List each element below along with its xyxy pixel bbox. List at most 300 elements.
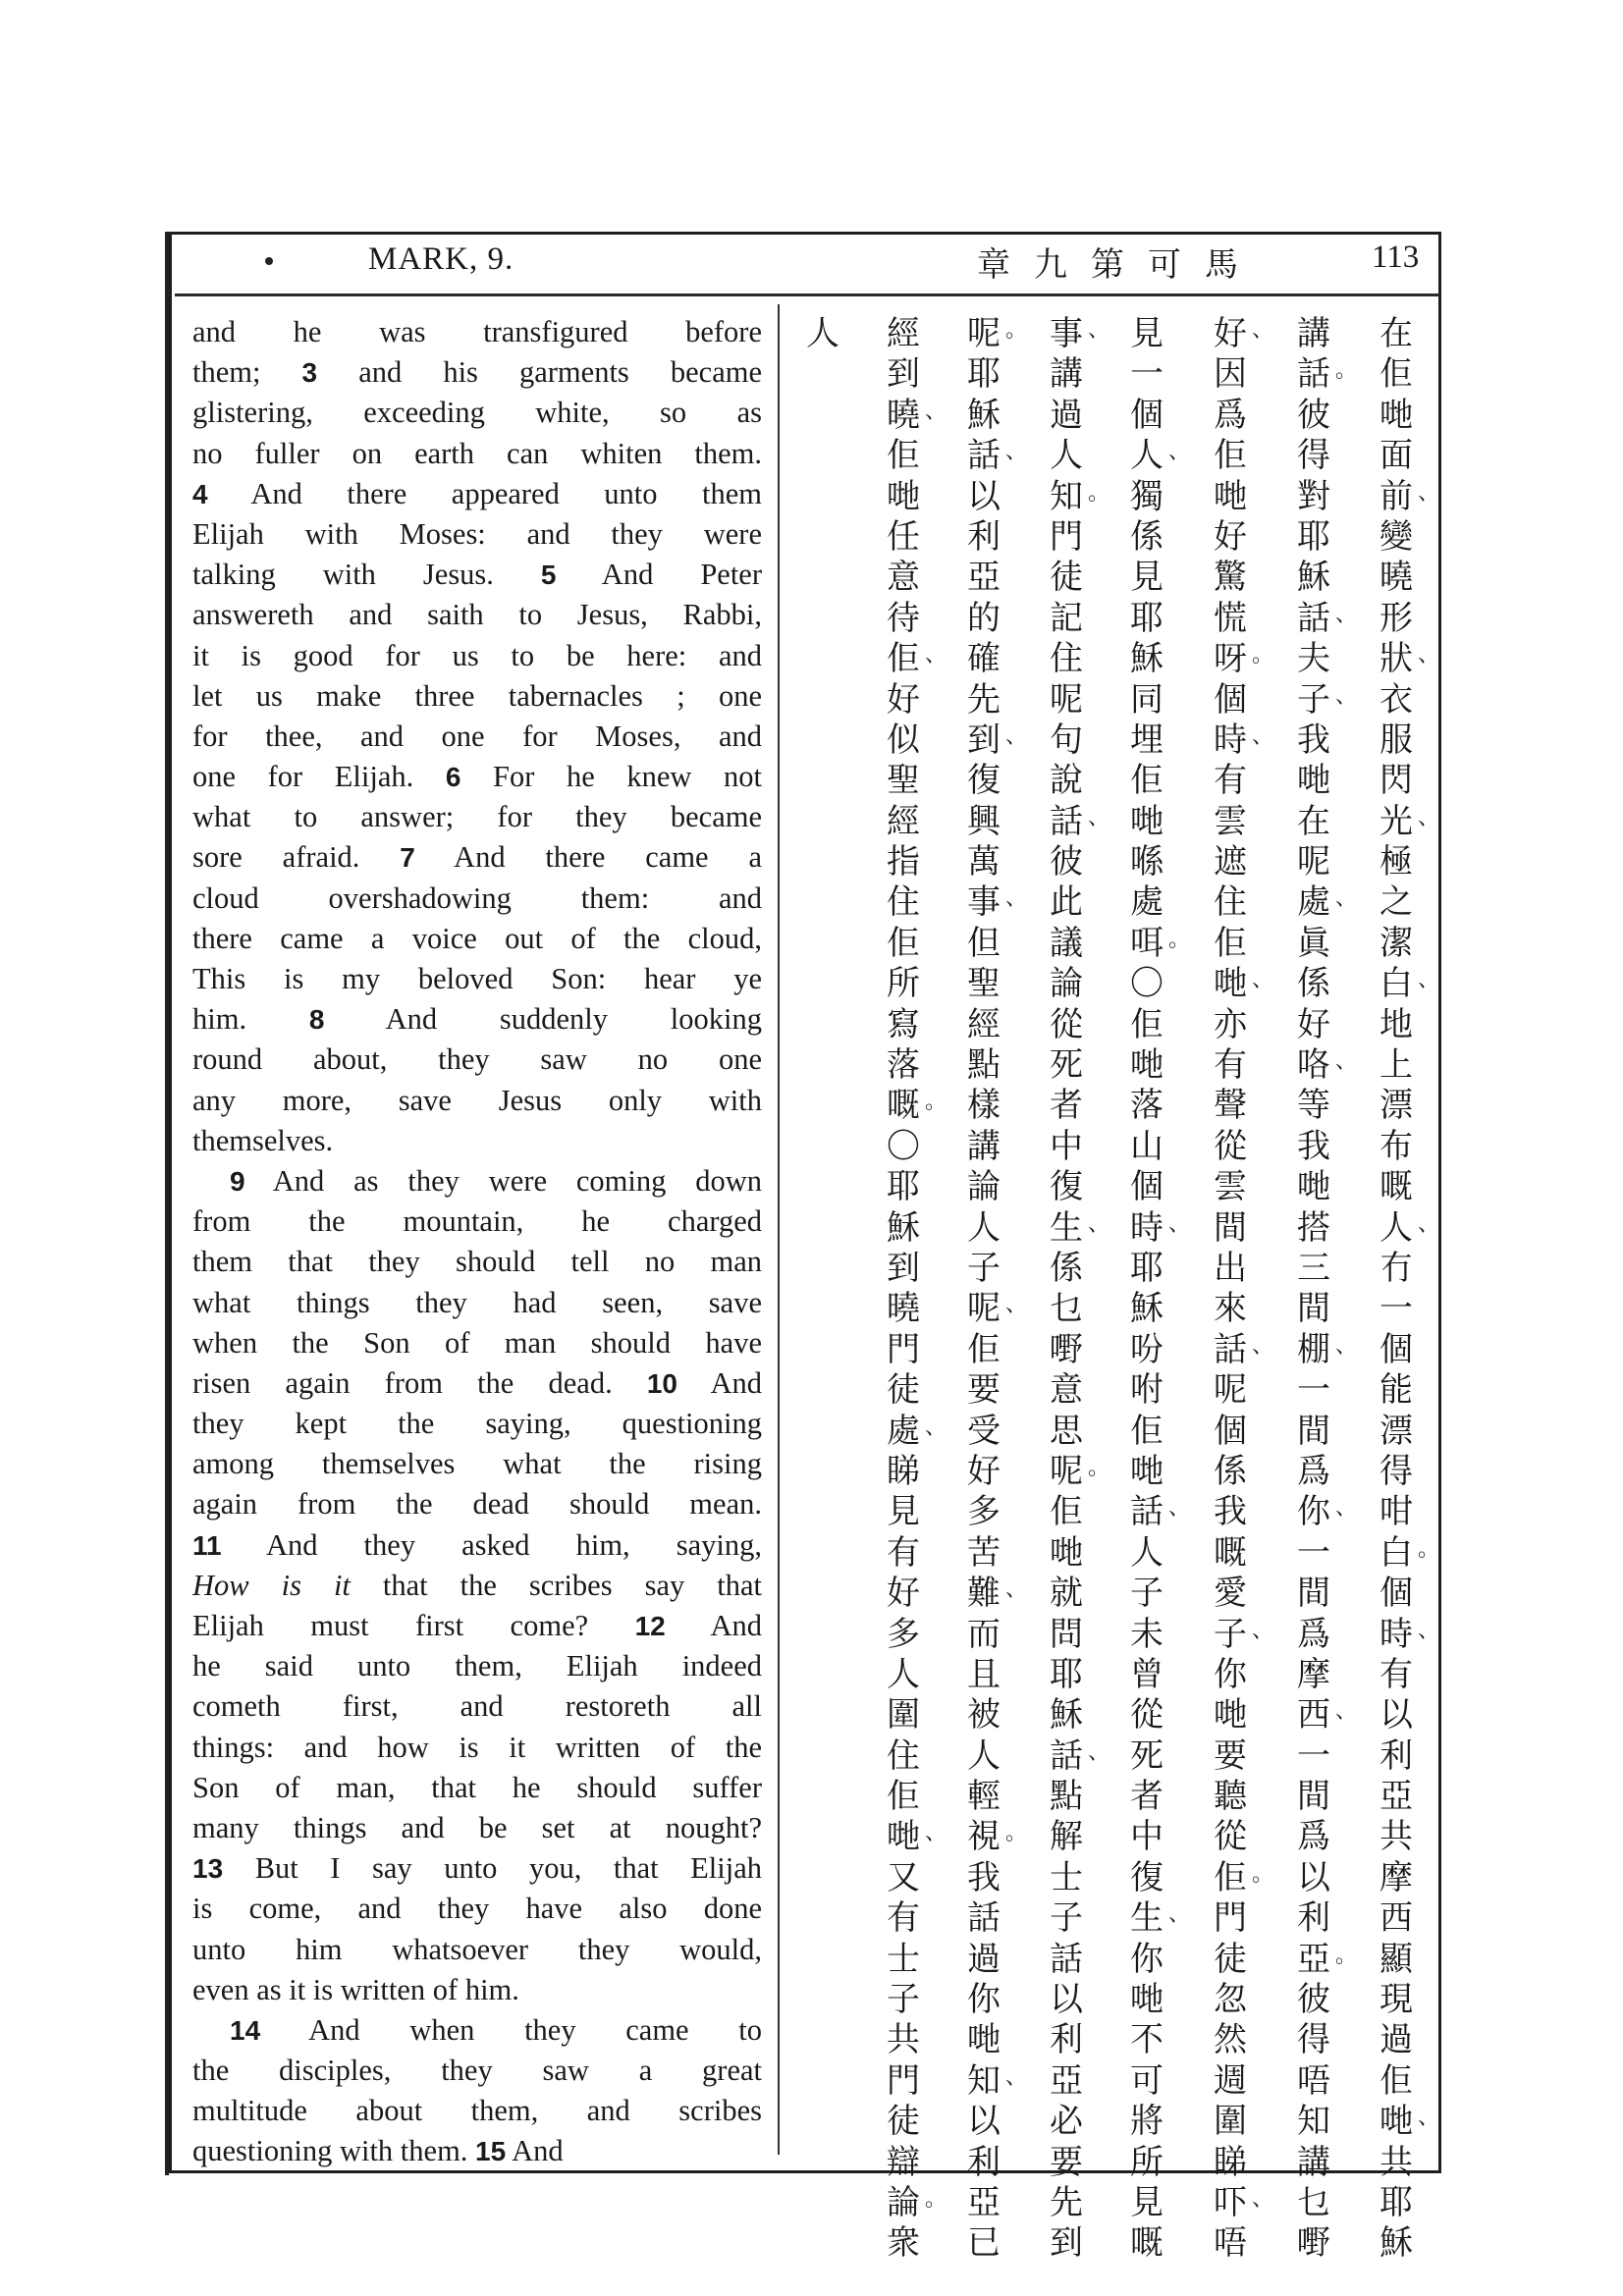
chinese-character: 慌 <box>1214 598 1247 638</box>
chinese-character: 話 <box>1050 1939 1083 1979</box>
chinese-character: 曉 <box>1380 558 1413 598</box>
chinese-character: 輕 <box>967 1777 1001 1817</box>
chinese-character: 又 <box>887 1857 920 1897</box>
chinese-character: 論 <box>967 1167 1001 1207</box>
chinese-character: 門 <box>887 2060 920 2101</box>
chinese-character: 似 <box>887 720 920 760</box>
chinese-character: 圍 <box>1214 2102 1247 2142</box>
line-text: sore afraid. <box>192 840 401 875</box>
chinese-character: 聖 <box>887 761 920 801</box>
chinese-character: 漂 <box>1380 1086 1413 1126</box>
chinese-character: 士 <box>1050 1857 1083 1897</box>
chinese-character: 過 <box>1050 395 1083 435</box>
line-text: And Peter <box>556 558 762 592</box>
chinese-character: 經 <box>967 1004 1001 1044</box>
chinese-character: 佢 <box>1130 1004 1163 1044</box>
chinese-character: 說 <box>1050 761 1083 801</box>
chinese-character: 睇 <box>1214 2142 1247 2182</box>
chinese-character: 所 <box>887 964 920 1004</box>
line-text: no fuller on earth can whiten them. <box>192 436 762 470</box>
english-text-column <box>192 312 762 2172</box>
chinese-character: 山 <box>1130 1126 1163 1166</box>
chinese-character: 時 、 <box>1380 1614 1439 1654</box>
chinese-column <box>1367 314 1439 2265</box>
line-text: And <box>665 1609 763 1642</box>
chinese-character: 穌 <box>1297 558 1330 598</box>
chinese-character: 佢 <box>1130 761 1163 801</box>
chinese-character: 個 <box>1214 679 1247 720</box>
chinese-character: 指 <box>887 842 920 882</box>
line-text: them that they should tell no man <box>192 1245 762 1279</box>
verse-number: 14 <box>230 2014 261 2046</box>
english-line <box>192 434 762 474</box>
punctuation-mark: 、 <box>1087 1739 1109 1765</box>
chinese-character: 出 <box>1214 1248 1247 1288</box>
punctuation-mark: 、 <box>1417 805 1439 830</box>
chinese-character: 任 <box>887 516 920 557</box>
punctuation-mark: 、 <box>1334 683 1357 709</box>
chinese-column <box>1201 314 1273 2265</box>
chinese-character: 徒 <box>1214 1939 1247 1979</box>
punctuation-mark: 、 <box>1334 886 1357 912</box>
italic-text: How is it <box>192 1568 351 1602</box>
line-text: This is my beloved Son: hear ye <box>192 962 762 995</box>
chinese-character: 個 <box>1130 1167 1163 1207</box>
chinese-character: 係 <box>1214 1451 1247 1491</box>
chinese-character: 圍 <box>887 1695 920 1735</box>
chinese-character: 從 <box>1214 1817 1247 1857</box>
chinese-character: 利 <box>1050 2020 1083 2060</box>
chinese-character: 唔 <box>1297 2060 1330 2101</box>
chinese-character: 思 <box>1050 1411 1083 1451</box>
chinese-character: 子 <box>887 1980 920 2020</box>
chinese-character: 同 <box>1130 679 1163 720</box>
chinese-character: 句 <box>1050 720 1083 760</box>
line-text: Elijah must first come? <box>192 1609 635 1642</box>
chinese-character: 好 <box>1214 516 1247 557</box>
chinese-character: 子 、 <box>1214 1614 1273 1654</box>
chinese-character: 時 、 <box>1130 1207 1190 1248</box>
punctuation-mark: 。 <box>1417 1536 1439 1562</box>
punctuation-mark: 、 <box>1004 723 1027 749</box>
chinese-character: 衆 <box>887 2223 920 2264</box>
chinese-character: 有 <box>1214 1045 1247 1086</box>
chinese-character: 哋 <box>1130 1045 1163 1086</box>
chinese-character: 復 <box>1050 1167 1083 1207</box>
chinese-character: 呢 。 <box>967 314 1027 353</box>
english-line <box>192 1808 762 1848</box>
chinese-character: 穌 <box>1130 1289 1163 1329</box>
verse-number: 7 <box>400 842 415 874</box>
chinese-character: 白 。 <box>1380 1532 1439 1573</box>
chinese-character: 〇 <box>887 1126 920 1166</box>
punctuation-mark: 、 <box>1417 1211 1439 1237</box>
chinese-character: 住 <box>1214 882 1247 923</box>
chinese-character: 嘅 <box>1380 1167 1413 1207</box>
chinese-character: 因 <box>1214 354 1247 395</box>
chinese-character: 呢 、 <box>967 1289 1027 1329</box>
line-text: for thee, and one for Moses, and <box>192 719 762 753</box>
chinese-character: 哋 <box>1130 1451 1163 1491</box>
chinese-character: 面 <box>1380 436 1413 476</box>
line-text: And <box>677 1365 762 1400</box>
english-line <box>192 919 762 959</box>
chinese-character: 復 <box>1130 1857 1163 1897</box>
english-line <box>192 1768 762 1808</box>
punctuation-mark: 。 <box>1087 480 1109 506</box>
chinese-character: 徒 <box>1050 558 1083 598</box>
chinese-character: 哋 <box>1214 1695 1247 1735</box>
chinese-character: 呢 <box>1297 842 1330 882</box>
chinese-character: 門 <box>1050 516 1083 557</box>
chinese-character: 間 <box>1297 1777 1330 1817</box>
chinese-character: 現 <box>1380 1980 1413 2020</box>
chinese-character: 爲 <box>1297 1614 1330 1654</box>
chinese-character: 辯 <box>887 2142 920 2182</box>
chinese-character: 西 <box>1380 1898 1413 1939</box>
punctuation-mark: 、 <box>1251 2186 1273 2212</box>
line-text: and he was transfigured before <box>192 315 762 348</box>
chinese-character: 耶 <box>1130 598 1163 638</box>
chinese-character: 好 、 <box>1214 314 1273 353</box>
punctuation-mark: 。 <box>1334 1943 1357 1968</box>
chinese-character: 時 、 <box>1214 720 1273 760</box>
chinese-character: 聖 <box>967 964 1001 1004</box>
chinese-character: 而 <box>967 1614 1001 1654</box>
punctuation-mark: 、 <box>1417 2106 1439 2131</box>
chinese-character: 話 、 <box>1130 1492 1190 1532</box>
chinese-character: 你 <box>1130 1939 1163 1979</box>
line-text: it is good for us to be here: and <box>192 638 762 672</box>
chinese-character: 穌 <box>1130 639 1163 679</box>
chinese-character: 一 <box>1130 354 1163 395</box>
chinese-column <box>1037 314 1109 2265</box>
line-text: they kept the saying, questioning <box>192 1407 762 1441</box>
chinese-character: 呢 <box>1214 1370 1247 1411</box>
chinese-character: 眞 <box>1297 923 1330 963</box>
line-text: that the scribes say that <box>350 1568 762 1602</box>
chinese-character: 雲 <box>1214 1167 1247 1207</box>
chinese-character: 咯 、 <box>1297 1045 1357 1086</box>
line-text: one for Elijah. <box>192 760 446 794</box>
chinese-character: 人 <box>967 1735 1001 1776</box>
line-text: there came a voice out of the cloud, <box>192 921 762 955</box>
chinese-character: 忽 <box>1214 1980 1247 2020</box>
chinese-character: 被 <box>967 1695 1001 1735</box>
english-line <box>192 1484 762 1524</box>
chinese-character: 興 <box>967 801 1001 841</box>
punctuation-mark: 、 <box>1251 968 1273 993</box>
line-text: multitude about them, and scribes <box>192 2094 762 2128</box>
chinese-character: 復 <box>967 761 1001 801</box>
chinese-character: 有 <box>1380 1654 1413 1694</box>
chinese-character: 一 <box>1297 1532 1330 1573</box>
punctuation-mark: 、 <box>1334 602 1357 627</box>
line-text: again from the dead should mean. <box>192 1487 762 1522</box>
punctuation-mark: 、 <box>924 643 947 668</box>
punctuation-mark: 、 <box>1417 643 1439 668</box>
chinese-character: 佢 <box>887 1777 920 1817</box>
chinese-character: 亞 <box>1050 2060 1083 2101</box>
chinese-character: 話 、 <box>1214 1329 1273 1369</box>
chinese-character: 話 、 <box>1050 1735 1109 1776</box>
english-line <box>192 1444 762 1484</box>
chinese-character: 哋 <box>967 2020 1001 2060</box>
verse-number: 8 <box>308 1004 325 1036</box>
line-text: he said unto them, Elijah indeed <box>192 1649 762 1683</box>
chinese-character: 哋 <box>1130 801 1163 841</box>
chinese-character: 布 <box>1380 1126 1413 1166</box>
chinese-character: 一 <box>1380 1289 1413 1329</box>
chinese-character: 多 <box>887 1614 920 1654</box>
punctuation-mark: 、 <box>1334 1049 1357 1075</box>
chinese-character: 係 <box>1130 516 1163 557</box>
chinese-character: 乜 <box>1050 1289 1083 1329</box>
chinese-character: 爲 <box>1214 395 1247 435</box>
chinese-character: 者 <box>1130 1777 1163 1817</box>
line-text: many things and be set at nought? <box>192 1810 762 1844</box>
punctuation-mark: 。 <box>1251 1861 1273 1887</box>
chinese-character: 講 <box>1050 354 1083 395</box>
chinese-character: 論 <box>1050 964 1083 1004</box>
chinese-character: 遮 <box>1214 842 1247 882</box>
english-line <box>192 474 762 514</box>
punctuation-mark: 、 <box>1087 1211 1109 1237</box>
punctuation-mark: 、 <box>1334 1333 1357 1359</box>
punctuation-mark: 。 <box>1004 1821 1027 1846</box>
verse-number: 5 <box>540 560 557 591</box>
punctuation-mark: 。 <box>1004 318 1027 343</box>
verse-number: 4 <box>192 478 208 509</box>
verse-number: 6 <box>445 762 461 793</box>
chinese-character: 子 <box>1130 1574 1163 1614</box>
english-line <box>192 797 762 837</box>
chinese-character: 好 <box>967 1451 1001 1491</box>
chinese-character: 經 <box>887 801 920 841</box>
page-number: 113 <box>1372 240 1420 275</box>
chinese-character: 問 <box>1050 1614 1083 1654</box>
punctuation-mark: 、 <box>1334 1699 1357 1725</box>
chinese-character: 穌 <box>1380 2223 1413 2264</box>
chinese-character: 死 <box>1130 1735 1163 1776</box>
chinese-character: 視 。 <box>967 1817 1027 1857</box>
chinese-character: 利 <box>967 516 1001 557</box>
line-text: even as it is written of him. <box>192 1972 519 2006</box>
chinese-character: 確 <box>967 639 1001 679</box>
chinese-character: 點 <box>967 1045 1001 1086</box>
chinese-character: 冇 <box>1380 1248 1413 1288</box>
line-text: Son of man, that he should suffer <box>192 1770 762 1804</box>
chinese-column <box>1117 314 1190 2265</box>
english-line <box>192 636 762 676</box>
chinese-character: 哋 <box>1214 476 1247 516</box>
chinese-character: 一 <box>1297 1370 1330 1411</box>
punctuation-mark: 、 <box>1167 440 1190 465</box>
chinese-character: 曉 <box>887 1289 920 1329</box>
chinese-character: 三 <box>1297 1248 1330 1288</box>
chinese-character: 萬 <box>967 842 1001 882</box>
chinese-character: 事 、 <box>1050 314 1109 353</box>
chinese-character: 人 <box>1050 436 1083 476</box>
chinese-character: 摩 <box>1380 1857 1413 1897</box>
line-text: themselves. <box>192 1123 334 1157</box>
chinese-character: 喺 <box>1130 842 1163 882</box>
chinese-character: 吩 <box>1130 1329 1163 1369</box>
chinese-character: 門 <box>1214 1898 1247 1939</box>
chinese-character: 變 <box>1380 516 1413 557</box>
line-text: let us make three tabernacles ; one <box>192 678 762 713</box>
english-line <box>192 717 762 757</box>
chinese-character: 睇 <box>887 1451 920 1491</box>
chinese-character: 哋 <box>887 476 920 516</box>
chinese-column <box>874 314 947 2265</box>
chinese-character: 服 <box>1380 720 1413 760</box>
line-text: cometh first, and restoreth all <box>192 1689 762 1724</box>
chinese-character: 耶 <box>1380 2182 1413 2222</box>
chinese-character: 先 <box>1050 2182 1083 2222</box>
line-text: For he knew not <box>460 760 762 794</box>
line-text: Elijah with Moses: and they were <box>192 516 762 551</box>
chinese-character: 落 <box>887 1045 920 1086</box>
english-line <box>192 959 762 999</box>
chinese-character: 對 <box>1297 476 1330 516</box>
chinese-character: 我 <box>1297 1126 1330 1166</box>
chinese-character: 生 、 <box>1050 1207 1109 1248</box>
chinese-character: 咁 <box>1380 1492 1413 1532</box>
chinese-character: 人 <box>967 1207 1001 1248</box>
chinese-character: 咡 。 <box>1130 923 1190 963</box>
line-text: cloud overshadowing them: and <box>192 881 762 915</box>
english-line <box>192 1081 762 1121</box>
chinese-character: 受 <box>967 1411 1001 1451</box>
punctuation-mark: 。 <box>924 2186 947 2212</box>
chinese-character: 利 <box>1297 1898 1330 1939</box>
chinese-character: 人 、 <box>1130 436 1190 476</box>
chinese-character: 以 <box>967 2102 1001 2142</box>
chinese-character: 哋 <box>1050 1532 1083 1573</box>
chinese-character: 前 、 <box>1380 476 1439 516</box>
chinese-character: 到 <box>887 354 920 395</box>
chinese-character: 共 <box>1380 2142 1413 2182</box>
line-text: And when they came to <box>260 2012 762 2047</box>
chinese-character: 漂 <box>1380 1411 1413 1451</box>
punctuation-mark: 、 <box>1334 1496 1357 1522</box>
chinese-character: 乜 <box>1297 2182 1330 2222</box>
chinese-character: 死 <box>1050 1045 1083 1086</box>
punctuation-mark: 、 <box>1417 480 1439 506</box>
chinese-character: 爲 <box>1297 1451 1330 1491</box>
english-line <box>192 2010 762 2051</box>
line-text: is come, and they have also done <box>192 1892 762 1926</box>
chinese-character: 佢 <box>967 1329 1001 1369</box>
chinese-character: 獨 <box>1130 476 1163 516</box>
english-line <box>192 1970 762 2010</box>
chinese-character: 以 <box>967 476 1001 516</box>
line-text: unto him whatsoever they would, <box>192 1932 762 1966</box>
punctuation-mark: 、 <box>1167 1902 1190 1928</box>
line-text: and his garments became <box>317 355 762 390</box>
chinese-character: 住 <box>887 1735 920 1776</box>
chinese-character: 士 <box>887 1939 920 1979</box>
chinese-character: 過 <box>967 1939 1001 1979</box>
chinese-character: 嘢 <box>1050 1329 1083 1369</box>
chinese-character: 處 、 <box>1297 882 1357 923</box>
chinese-character: 佢 <box>1050 1492 1083 1532</box>
chinese-character: 要 <box>1214 1735 1247 1776</box>
english-line <box>192 1404 762 1444</box>
line-text: And as they were coming down <box>244 1163 762 1198</box>
chinese-character: 處 <box>1130 882 1163 923</box>
chinese-character: 極 <box>1380 842 1413 882</box>
chinese-character: 我 <box>1214 1492 1247 1532</box>
english-line <box>192 1889 762 1929</box>
punctuation-mark: 、 <box>1167 1211 1190 1237</box>
chinese-character: 已 <box>967 2223 1001 2264</box>
chinese-character: 知 。 <box>1050 476 1109 516</box>
punctuation-mark: 、 <box>1251 1618 1273 1643</box>
chinese-character: 間 <box>1297 1574 1330 1614</box>
chinese-character: 待 <box>887 598 920 638</box>
punctuation-mark: 、 <box>1087 805 1109 830</box>
chinese-character: 唔 <box>1214 2223 1247 2264</box>
chinese-character: 要 <box>1050 2142 1083 2182</box>
chinese-character: 曾 <box>1130 1654 1163 1694</box>
chinese-character: 議 <box>1050 923 1083 963</box>
chinese-character: 穌 <box>887 1207 920 1248</box>
chinese-character: 話 、 <box>1297 598 1357 638</box>
chinese-character: 好 <box>887 1574 920 1614</box>
chinese-character: 衣 <box>1380 679 1413 720</box>
chinese-character: 徒 <box>887 2102 920 2142</box>
chinese-running-head: 章九第可馬 <box>977 245 1262 285</box>
english-line <box>192 1161 762 1201</box>
chinese-character: 未 <box>1130 1614 1163 1654</box>
chinese-character: 個 <box>1380 1574 1413 1614</box>
chinese-character: 話 <box>967 1898 1001 1939</box>
chinese-character: 哋 <box>1297 761 1330 801</box>
chinese-character: 要 <box>967 1370 1001 1411</box>
chinese-character: 經 <box>887 314 920 353</box>
chinese-character: 好 <box>1297 1004 1330 1044</box>
line-text: when the Son of man should have <box>192 1325 762 1360</box>
english-line <box>192 2131 762 2171</box>
chinese-character: 等 <box>1297 1086 1330 1126</box>
chinese-character: 顯 <box>1380 1939 1413 1979</box>
chinese-character: 耶 <box>1297 516 1330 557</box>
punctuation-mark: 、 <box>1251 723 1273 749</box>
chinese-character: 在 <box>1380 314 1413 353</box>
verse-number: 3 <box>301 357 318 389</box>
chinese-character: 得 <box>1380 1451 1413 1491</box>
chinese-character: 佢 <box>1130 1411 1163 1451</box>
chinese-column <box>1284 314 1357 2265</box>
chinese-character: 好 <box>887 679 920 720</box>
chinese-character: 佢 。 <box>1214 1857 1273 1897</box>
header-rule <box>175 294 1439 296</box>
chinese-character: 嘢 <box>1297 2223 1330 2264</box>
chinese-character: 見 <box>887 1492 920 1532</box>
chinese-character: 生 、 <box>1130 1898 1190 1939</box>
chinese-character: 閃 <box>1380 761 1413 801</box>
chinese-character: 但 <box>967 923 1001 963</box>
chinese-character: 在 <box>1297 801 1330 841</box>
chinese-character: 佢 、 <box>887 639 947 679</box>
chinese-character: 我 <box>967 1857 1001 1897</box>
chinese-character: 呀 。 <box>1214 639 1273 679</box>
chinese-character: 我 <box>1297 720 1330 760</box>
column-divider <box>778 304 780 2155</box>
chinese-character: 落 <box>1130 1086 1163 1126</box>
